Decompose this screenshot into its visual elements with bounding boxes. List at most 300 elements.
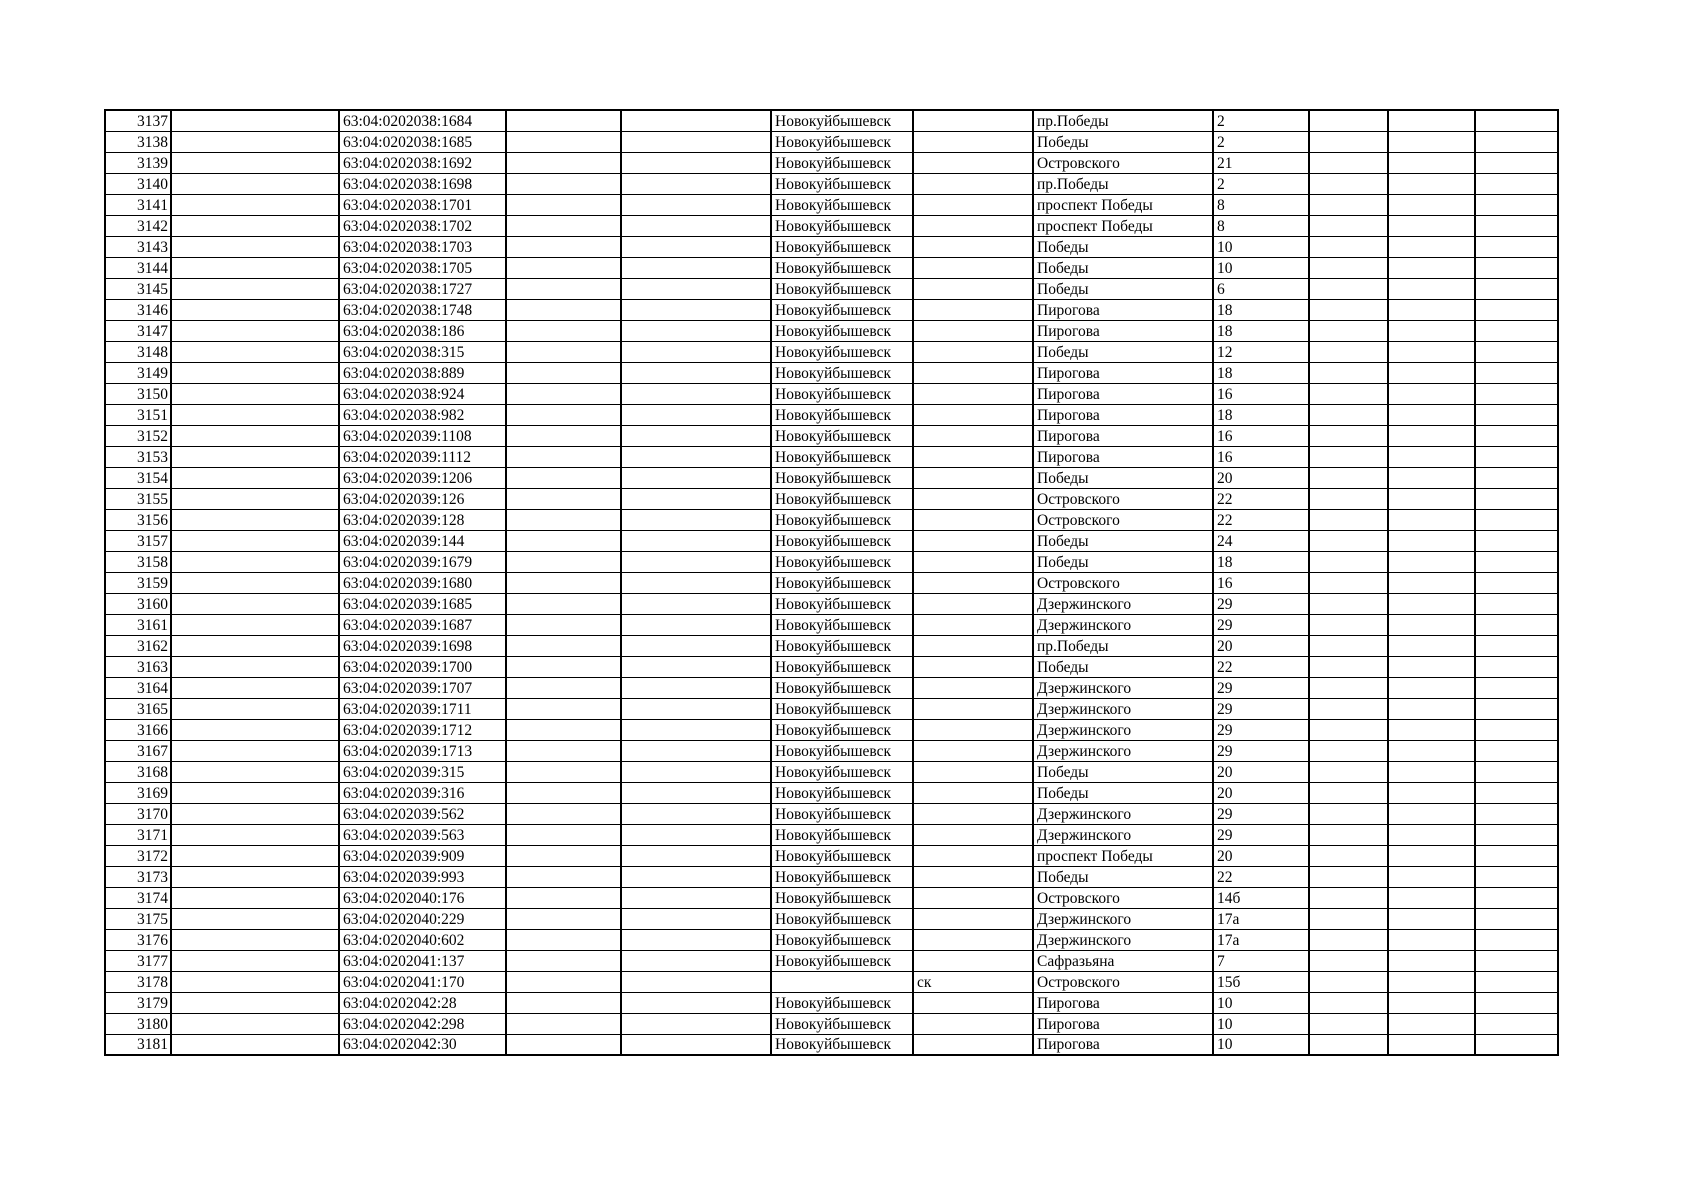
city-cell: Новокуйбышевск (771, 698, 913, 719)
empty-cell (506, 257, 621, 278)
empty-cell (1388, 236, 1475, 257)
empty-cell (1309, 152, 1388, 173)
city-cell: Новокуйбышевск (771, 173, 913, 194)
cadastral-number-cell: 63:04:0202039:1680 (339, 572, 506, 593)
street-cell: Победы (1033, 257, 1213, 278)
cadastral-number-cell: 63:04:0202039:128 (339, 509, 506, 530)
city-cell: Новокуйбышевск (771, 152, 913, 173)
table-row (105, 824, 1558, 845)
empty-cell (171, 635, 339, 656)
street-cell: Пирогова (1033, 425, 1213, 446)
empty-cell (621, 614, 771, 635)
house-number-cell: 2 (1213, 131, 1309, 152)
table-row (105, 131, 1558, 152)
street-cell: Дзержинского (1033, 908, 1213, 929)
table-row (105, 194, 1558, 215)
empty-cell (506, 404, 621, 425)
locality-cell (913, 488, 1033, 509)
cadastral-number-cell: 63:04:0202039:1711 (339, 698, 506, 719)
empty-cell (1475, 992, 1558, 1013)
empty-cell (1475, 110, 1558, 131)
cadastral-number-cell: 63:04:0202039:315 (339, 761, 506, 782)
city-cell: Новокуйбышевск (771, 446, 913, 467)
city-cell: Новокуйбышевск (771, 635, 913, 656)
table-row (105, 908, 1558, 929)
house-number-cell: 29 (1213, 740, 1309, 761)
empty-cell (1388, 908, 1475, 929)
empty-cell (621, 194, 771, 215)
row-number-cell: 3178 (105, 971, 171, 992)
locality-cell (913, 425, 1033, 446)
house-number-cell: 10 (1213, 236, 1309, 257)
row-number-cell: 3165 (105, 698, 171, 719)
locality-cell (913, 446, 1033, 467)
house-number-cell: 17а (1213, 929, 1309, 950)
locality-cell (913, 215, 1033, 236)
street-cell: Пирогова (1033, 404, 1213, 425)
empty-cell (171, 971, 339, 992)
house-number-cell: 20 (1213, 845, 1309, 866)
empty-cell (621, 425, 771, 446)
street-cell: Победы (1033, 866, 1213, 887)
city-cell: Новокуйбышевск (771, 866, 913, 887)
empty-cell (1475, 404, 1558, 425)
table-row (105, 593, 1558, 614)
table-row (105, 698, 1558, 719)
empty-cell (506, 152, 621, 173)
street-cell: Островского (1033, 572, 1213, 593)
house-number-cell: 29 (1213, 614, 1309, 635)
city-cell: Новокуйбышевск (771, 215, 913, 236)
empty-cell (506, 614, 621, 635)
empty-cell (171, 383, 339, 404)
empty-cell (621, 131, 771, 152)
empty-cell (1309, 110, 1388, 131)
table-row (105, 530, 1558, 551)
empty-cell (1475, 887, 1558, 908)
house-number-cell: 29 (1213, 593, 1309, 614)
empty-cell (1475, 593, 1558, 614)
empty-cell (1309, 824, 1388, 845)
empty-cell (1309, 320, 1388, 341)
locality-cell (913, 551, 1033, 572)
row-number-cell: 3152 (105, 425, 171, 446)
table-row (105, 929, 1558, 950)
empty-cell (1475, 719, 1558, 740)
house-number-cell: 29 (1213, 824, 1309, 845)
empty-cell (506, 635, 621, 656)
empty-cell (1475, 1013, 1558, 1034)
street-cell: Пирогова (1033, 383, 1213, 404)
house-number-cell: 17а (1213, 908, 1309, 929)
empty-cell (621, 908, 771, 929)
empty-cell (506, 194, 621, 215)
empty-cell (1309, 299, 1388, 320)
cadastral-number-cell: 63:04:0202042:298 (339, 1013, 506, 1034)
city-cell: Новокуйбышевск (771, 824, 913, 845)
locality-cell (913, 320, 1033, 341)
city-cell: Новокуйбышевск (771, 761, 913, 782)
locality-cell: ск (913, 971, 1033, 992)
house-number-cell: 14б (1213, 887, 1309, 908)
empty-cell (506, 761, 621, 782)
empty-cell (171, 152, 339, 173)
empty-cell (506, 320, 621, 341)
empty-cell (621, 761, 771, 782)
table-row (105, 257, 1558, 278)
street-cell: Островского (1033, 971, 1213, 992)
street-cell: проспект Победы (1033, 215, 1213, 236)
empty-cell (1309, 278, 1388, 299)
empty-cell (1475, 362, 1558, 383)
empty-cell (1388, 929, 1475, 950)
empty-cell (621, 572, 771, 593)
empty-cell (506, 1034, 621, 1055)
empty-cell (1309, 866, 1388, 887)
empty-cell (171, 887, 339, 908)
empty-cell (1309, 551, 1388, 572)
empty-cell (506, 740, 621, 761)
empty-cell (171, 425, 339, 446)
empty-cell (621, 551, 771, 572)
street-cell: Островского (1033, 509, 1213, 530)
locality-cell (913, 362, 1033, 383)
cadastral-number-cell: 63:04:0202038:315 (339, 341, 506, 362)
empty-cell (171, 362, 339, 383)
locality-cell (913, 1013, 1033, 1034)
locality-cell (913, 173, 1033, 194)
empty-cell (1388, 719, 1475, 740)
empty-cell (1309, 635, 1388, 656)
house-number-cell: 29 (1213, 803, 1309, 824)
empty-cell (621, 530, 771, 551)
street-cell: Победы (1033, 341, 1213, 362)
table-row (105, 635, 1558, 656)
street-cell: Островского (1033, 152, 1213, 173)
table-row (105, 740, 1558, 761)
city-cell: Новокуйбышевск (771, 530, 913, 551)
empty-cell (171, 236, 339, 257)
house-number-cell: 16 (1213, 425, 1309, 446)
table-row (105, 488, 1558, 509)
empty-cell (506, 782, 621, 803)
locality-cell (913, 236, 1033, 257)
street-cell: Дзержинского (1033, 698, 1213, 719)
empty-cell (1475, 131, 1558, 152)
empty-cell (621, 677, 771, 698)
empty-cell (171, 929, 339, 950)
empty-cell (1309, 719, 1388, 740)
locality-cell (913, 635, 1033, 656)
row-number-cell: 3162 (105, 635, 171, 656)
street-cell: Победы (1033, 782, 1213, 803)
empty-cell (1388, 383, 1475, 404)
empty-cell (506, 929, 621, 950)
house-number-cell: 22 (1213, 866, 1309, 887)
cadastral-number-cell: 63:04:0202039:993 (339, 866, 506, 887)
empty-cell (171, 257, 339, 278)
empty-cell (1388, 740, 1475, 761)
house-number-cell: 20 (1213, 761, 1309, 782)
empty-cell (171, 215, 339, 236)
empty-cell (506, 278, 621, 299)
empty-cell (1309, 362, 1388, 383)
empty-cell (621, 236, 771, 257)
empty-cell (1388, 950, 1475, 971)
row-number-cell: 3153 (105, 446, 171, 467)
empty-cell (506, 971, 621, 992)
empty-cell (621, 278, 771, 299)
empty-cell (506, 824, 621, 845)
empty-cell (1309, 908, 1388, 929)
empty-cell (1388, 677, 1475, 698)
street-cell: проспект Победы (1033, 194, 1213, 215)
empty-cell (1475, 152, 1558, 173)
empty-cell (1475, 425, 1558, 446)
empty-cell (1309, 488, 1388, 509)
empty-cell (621, 824, 771, 845)
empty-cell (171, 110, 339, 131)
empty-cell (1309, 1013, 1388, 1034)
row-number-cell: 3172 (105, 845, 171, 866)
table-row (105, 866, 1558, 887)
city-cell: Новокуйбышевск (771, 908, 913, 929)
locality-cell (913, 257, 1033, 278)
empty-cell (1309, 677, 1388, 698)
empty-cell (1309, 446, 1388, 467)
row-number-cell: 3142 (105, 215, 171, 236)
house-number-cell: 8 (1213, 215, 1309, 236)
cadastral-number-cell: 63:04:0202038:1748 (339, 299, 506, 320)
empty-cell (1388, 467, 1475, 488)
empty-cell (171, 341, 339, 362)
empty-cell (171, 446, 339, 467)
empty-cell (621, 383, 771, 404)
empty-cell (621, 488, 771, 509)
house-number-cell: 15б (1213, 971, 1309, 992)
cadastral-number-cell: 63:04:0202039:1206 (339, 467, 506, 488)
empty-cell (1309, 971, 1388, 992)
row-number-cell: 3140 (105, 173, 171, 194)
empty-cell (171, 299, 339, 320)
cadastral-number-cell: 63:04:0202039:1687 (339, 614, 506, 635)
table-row (105, 509, 1558, 530)
empty-cell (1475, 341, 1558, 362)
empty-cell (1309, 257, 1388, 278)
house-number-cell: 10 (1213, 1013, 1309, 1034)
row-number-cell: 3150 (105, 383, 171, 404)
empty-cell (1309, 656, 1388, 677)
empty-cell (621, 341, 771, 362)
street-cell: Островского (1033, 887, 1213, 908)
empty-cell (1309, 782, 1388, 803)
empty-cell (1388, 530, 1475, 551)
table-row (105, 1013, 1558, 1034)
house-number-cell: 29 (1213, 719, 1309, 740)
city-cell: Новокуйбышевск (771, 509, 913, 530)
empty-cell (1309, 236, 1388, 257)
empty-cell (506, 362, 621, 383)
street-cell: Пирогова (1033, 320, 1213, 341)
cadastral-number-cell: 63:04:0202040:229 (339, 908, 506, 929)
row-number-cell: 3170 (105, 803, 171, 824)
table-row (105, 425, 1558, 446)
house-number-cell: 16 (1213, 572, 1309, 593)
empty-cell (506, 530, 621, 551)
row-number-cell: 3161 (105, 614, 171, 635)
city-cell: Новокуйбышевск (771, 950, 913, 971)
row-number-cell: 3143 (105, 236, 171, 257)
cadastral-number-cell: 63:04:0202039:1713 (339, 740, 506, 761)
cadastral-number-cell: 63:04:0202038:1702 (339, 215, 506, 236)
city-cell: Новокуйбышевск (771, 320, 913, 341)
cadastral-number-cell: 63:04:0202041:170 (339, 971, 506, 992)
house-number-cell: 24 (1213, 530, 1309, 551)
empty-cell (506, 845, 621, 866)
empty-cell (171, 803, 339, 824)
cadastral-number-cell: 63:04:0202039:1108 (339, 425, 506, 446)
house-number-cell: 7 (1213, 950, 1309, 971)
city-cell: Новокуйбышевск (771, 551, 913, 572)
locality-cell (913, 992, 1033, 1013)
street-cell: пр.Победы (1033, 635, 1213, 656)
empty-cell (1388, 992, 1475, 1013)
house-number-cell: 20 (1213, 635, 1309, 656)
empty-cell (1475, 761, 1558, 782)
row-number-cell: 3173 (105, 866, 171, 887)
empty-cell (621, 593, 771, 614)
table-row (105, 1034, 1558, 1055)
locality-cell (913, 299, 1033, 320)
empty-cell (621, 719, 771, 740)
cadastral-number-cell: 63:04:0202042:30 (339, 1034, 506, 1055)
house-number-cell: 6 (1213, 278, 1309, 299)
empty-cell (1388, 278, 1475, 299)
empty-cell (1475, 299, 1558, 320)
cadastral-number-cell: 63:04:0202041:137 (339, 950, 506, 971)
table-row (105, 803, 1558, 824)
empty-cell (1309, 698, 1388, 719)
empty-cell (621, 635, 771, 656)
empty-cell (621, 992, 771, 1013)
row-number-cell: 3169 (105, 782, 171, 803)
house-number-cell: 21 (1213, 152, 1309, 173)
house-number-cell: 18 (1213, 551, 1309, 572)
empty-cell (1475, 698, 1558, 719)
locality-cell (913, 614, 1033, 635)
empty-cell (1475, 467, 1558, 488)
locality-cell (913, 530, 1033, 551)
locality-cell (913, 131, 1033, 152)
street-cell: Островского (1033, 488, 1213, 509)
empty-cell (1388, 551, 1475, 572)
empty-cell (171, 866, 339, 887)
empty-cell (1475, 950, 1558, 971)
empty-cell (1388, 509, 1475, 530)
empty-cell (171, 194, 339, 215)
table-row (105, 677, 1558, 698)
table-row (105, 551, 1558, 572)
empty-cell (1388, 341, 1475, 362)
row-number-cell: 3164 (105, 677, 171, 698)
row-number-cell: 3159 (105, 572, 171, 593)
street-cell: Дзержинского (1033, 719, 1213, 740)
cadastral-number-cell: 63:04:0202039:316 (339, 782, 506, 803)
city-cell: Новокуйбышевск (771, 278, 913, 299)
empty-cell (1309, 761, 1388, 782)
empty-cell (621, 950, 771, 971)
empty-cell (1309, 467, 1388, 488)
row-number-cell: 3175 (105, 908, 171, 929)
house-number-cell: 22 (1213, 488, 1309, 509)
cadastral-number-cell: 63:04:0202038:1685 (339, 131, 506, 152)
locality-cell (913, 467, 1033, 488)
locality-cell (913, 677, 1033, 698)
street-cell: проспект Победы (1033, 845, 1213, 866)
empty-cell (621, 656, 771, 677)
house-number-cell: 2 (1213, 110, 1309, 131)
cadastral-number-cell: 63:04:0202038:1703 (339, 236, 506, 257)
empty-cell (1388, 782, 1475, 803)
empty-cell (1388, 425, 1475, 446)
cadastral-number-cell: 63:04:0202039:1685 (339, 593, 506, 614)
locality-cell (913, 593, 1033, 614)
empty-cell (171, 908, 339, 929)
street-cell: Дзержинского (1033, 929, 1213, 950)
empty-cell (1388, 488, 1475, 509)
house-number-cell: 20 (1213, 467, 1309, 488)
city-cell: Новокуйбышевск (771, 467, 913, 488)
table-row (105, 992, 1558, 1013)
locality-cell (913, 509, 1033, 530)
row-number-cell: 3144 (105, 257, 171, 278)
row-number-cell: 3146 (105, 299, 171, 320)
city-cell: Новокуйбышевск (771, 740, 913, 761)
empty-cell (171, 131, 339, 152)
empty-cell (506, 299, 621, 320)
street-cell: Сафразьяна (1033, 950, 1213, 971)
empty-cell (621, 173, 771, 194)
row-number-cell: 3145 (105, 278, 171, 299)
empty-cell (1388, 656, 1475, 677)
empty-cell (506, 488, 621, 509)
empty-cell (1388, 572, 1475, 593)
empty-cell (171, 782, 339, 803)
table-row (105, 719, 1558, 740)
street-cell: пр.Победы (1033, 173, 1213, 194)
empty-cell (1475, 278, 1558, 299)
row-number-cell: 3155 (105, 488, 171, 509)
street-cell: Пирогова (1033, 362, 1213, 383)
house-number-cell: 18 (1213, 404, 1309, 425)
empty-cell (1309, 194, 1388, 215)
house-number-cell: 2 (1213, 173, 1309, 194)
locality-cell (913, 341, 1033, 362)
house-number-cell: 10 (1213, 992, 1309, 1013)
empty-cell (506, 866, 621, 887)
empty-cell (171, 698, 339, 719)
cadastral-number-cell: 63:04:0202042:28 (339, 992, 506, 1013)
empty-cell (1475, 215, 1558, 236)
city-cell: Новокуйбышевск (771, 425, 913, 446)
empty-cell (621, 782, 771, 803)
table-row (105, 467, 1558, 488)
row-number-cell: 3160 (105, 593, 171, 614)
locality-cell (913, 803, 1033, 824)
cadastral-number-cell: 63:04:0202039:909 (339, 845, 506, 866)
table-row (105, 971, 1558, 992)
table-row (105, 215, 1558, 236)
